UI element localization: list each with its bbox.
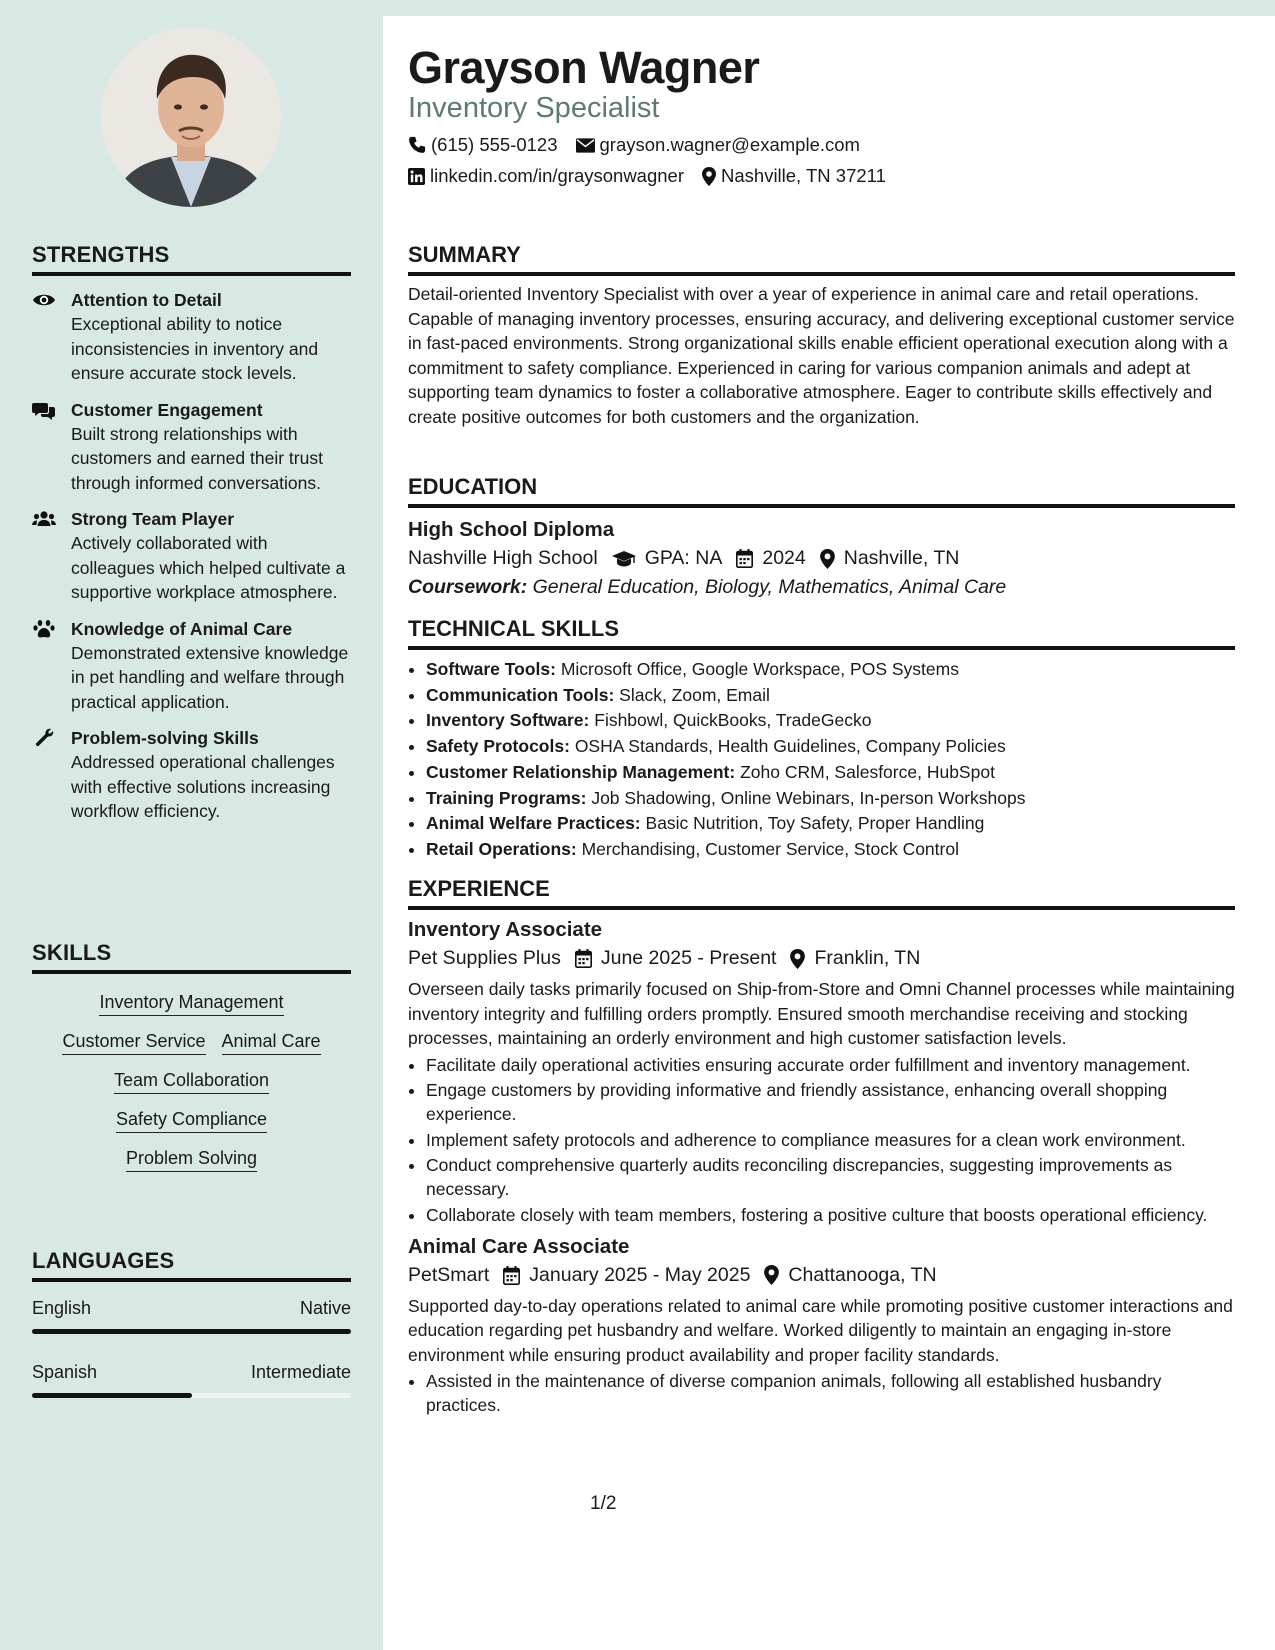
education-title: EDUCATION — [408, 474, 1235, 508]
languages-title: LANGUAGES — [32, 1248, 351, 1282]
skill-value: Basic Nutrition, Toy Safety, Proper Handling — [645, 813, 985, 834]
skill-label: Safety Protocols: — [426, 736, 570, 757]
year-text: 2024 — [762, 547, 806, 569]
list-item: • Assisted in the maintenance of diverse companion animals, following all established husbandry practices. — [426, 1369, 1235, 1417]
summary-text: Detail-oriented Inventory Specialist with over a year of experience in animal care and retail operations. Capable of managing inventory processes, ensuring accuracy, and delivering exceptional customer service in fast-paced environments. Strong organizational skills enable efficient operational execution along with a commitment to safety compliance. Experienced in caring for various companion animals and adept at supporting team dynamics to foster a collaborative atmosphere. Eager to contribute skills effectively and create positive outcomes for both customers and the organization. — [408, 284, 1235, 427]
technical-skills-section — [408, 616, 1235, 864]
skill-value: Merchandising, Customer Service, Stock Control — [581, 838, 959, 859]
coursework-label: Coursework: — [408, 576, 528, 598]
coursework — [408, 576, 1235, 599]
strength-title: Strong Team Player — [71, 509, 235, 529]
experience-section — [408, 876, 1235, 1419]
wrench-icon — [32, 728, 56, 748]
list-item — [426, 658, 1235, 682]
map-pin-icon — [820, 549, 835, 569]
users-icon — [32, 509, 56, 529]
contact-row-1 — [408, 134, 878, 156]
skills-section — [32, 940, 351, 1169]
job-title: Animal Care Associate — [408, 1234, 630, 1258]
language-bar — [32, 1393, 351, 1398]
skill-tag: Safety Compliance — [116, 1109, 267, 1133]
list-item — [426, 812, 1235, 836]
strength-desc: Built strong relationships with customers and earned their trust through informed conversations. — [71, 423, 323, 493]
skill-label: Customer Relationship Management: — [426, 761, 736, 782]
job-location: Chattanooga, TN — [788, 1263, 937, 1286]
skill-label: Communication Tools: — [426, 684, 615, 705]
list-item — [426, 684, 1235, 708]
language-bar-fill — [32, 1329, 351, 1334]
phone-icon — [408, 136, 426, 154]
job-location-meta — [790, 947, 920, 970]
degree-title: High School Diploma — [408, 518, 615, 541]
skill-value: Fishbowl, QuickBooks, TradeGecko — [594, 710, 872, 731]
list-item: • Collaborate closely with team members, fostering a positive culture that boosts operational efficiency. — [426, 1203, 1235, 1227]
language-level: Native — [299, 1298, 351, 1318]
strength-desc: Addressed operational challenges with effective solutions increasing workflow efficiency. — [71, 752, 335, 821]
skill-tag: Animal Care — [222, 1031, 321, 1055]
main-content — [383, 16, 1275, 1650]
profile-photo — [101, 27, 281, 207]
job-dates: January 2025 - May 2025 — [529, 1263, 751, 1286]
list-item: • Conduct comprehensive quarterly audits reconciling discrepancies, suggesting improvements as necessary. — [426, 1153, 1235, 1201]
portrait-illustration — [101, 27, 281, 207]
list-item — [426, 761, 1235, 785]
sidebar — [0, 0, 383, 1650]
map-pin-icon — [764, 1265, 779, 1285]
linkedin-text[interactable]: linkedin.com/in/graysonwagner — [430, 165, 684, 186]
eye-icon — [32, 290, 56, 310]
job-entry — [408, 918, 1235, 1227]
gpa-text: GPA: NA — [644, 547, 723, 569]
contact-row-2 — [408, 165, 904, 187]
summary-title: SUMMARY — [408, 242, 1235, 276]
strength-desc: Demonstrated extensive knowledge in pet handling and welfare through practical application. — [71, 642, 349, 712]
skill-value: Slack, Zoom, Email — [619, 684, 770, 705]
education-section — [408, 474, 1235, 599]
skill-label: Retail Operations: — [426, 838, 577, 859]
technical-skills-list — [408, 658, 1235, 862]
edu-location-text: Nashville, TN — [843, 547, 960, 569]
company-name: Pet Supplies Plus — [408, 947, 561, 969]
email-contact[interactable] — [576, 134, 860, 156]
language-name: English — [32, 1298, 92, 1318]
strength-item — [32, 288, 351, 386]
language-item — [32, 1298, 351, 1334]
job-bullets — [408, 1369, 1235, 1417]
calendar-icon — [575, 949, 592, 968]
strength-item — [32, 398, 351, 496]
technical-skills-title: TECHNICAL SKILLS — [408, 616, 1235, 650]
gpa-meta — [612, 547, 723, 570]
strength-desc: Exceptional ability to notice inconsistencies in inventory and ensure accurate stock levels. — [71, 314, 319, 383]
strength-title: Knowledge of Animal Care — [71, 618, 293, 639]
location-contact — [702, 165, 886, 187]
language-name: Spanish — [32, 1362, 98, 1382]
skills-title: SKILLS — [32, 940, 351, 974]
company-name: PetSmart — [408, 1263, 490, 1286]
job-dates: June 2025 - Present — [600, 947, 777, 969]
job-dates-meta — [575, 947, 777, 970]
skill-value: Job Shadowing, Online Webinars, In-person Workshops — [591, 787, 1026, 808]
envelope-icon — [576, 138, 595, 153]
list-item — [426, 709, 1235, 733]
strength-item — [32, 726, 351, 824]
language-item — [32, 1362, 351, 1398]
year-meta — [736, 547, 805, 570]
comments-icon — [32, 400, 56, 420]
job-location: Franklin, TN — [814, 947, 921, 969]
language-bar — [32, 1329, 351, 1334]
job-meta — [408, 947, 1235, 970]
edu-location-meta — [820, 547, 960, 570]
skill-label: Animal Welfare Practices: — [426, 813, 641, 834]
candidate-role: Inventory Specialist — [408, 92, 660, 124]
skill-tag: Customer Service — [62, 1031, 205, 1055]
strength-title: Problem-solving Skills — [71, 728, 259, 748]
summary-section — [408, 242, 1235, 429]
location-text: Nashville, TN 37211 — [721, 165, 886, 186]
list-item — [426, 787, 1235, 811]
strength-desc: Actively collaborated with colleagues which helped cultivate a supportive workplace atmosphere. — [71, 533, 346, 602]
list-item: • Engage customers by providing informative and friendly assistance, enhancing overall shopping experience. — [426, 1078, 1235, 1126]
skill-tag: Team Collaboration — [114, 1070, 269, 1094]
calendar-icon — [736, 549, 753, 568]
job-summary: Supported day-to-day operations related to animal care while promoting positive customer interactions and education regarding pet husbandry and welfare. Worked diligently to maintain an engaging in-store environment while ensuring product availability and proper facility standards. — [408, 1295, 1233, 1365]
linkedin-contact[interactable] — [408, 165, 684, 187]
school-name: Nashville High School — [408, 547, 598, 569]
phone-contact — [408, 134, 558, 156]
coursework-text: General Education, Biology, Mathematics, Animal Care — [532, 576, 1007, 598]
skill-value: Zoho CRM, Salesforce, HubSpot — [740, 761, 995, 782]
job-meta — [408, 1264, 1235, 1287]
strength-title: Attention to Detail — [71, 290, 222, 310]
paw-icon — [32, 619, 56, 639]
strength-title: Customer Engagement — [71, 399, 263, 420]
list-item: • Facilitate daily operational activities ensuring accurate order fulfillment and inventory management. — [426, 1053, 1235, 1077]
email-text[interactable]: grayson.wagner@example.com — [599, 134, 860, 155]
list-item — [426, 735, 1235, 759]
skills-list — [32, 974, 351, 1169]
job-summary: Overseen daily tasks primarily focused on Ship-from-Store and Omni Channel processes while maintaining inventory integrity and fulfilling orders promptly. Ensured smooth merchandise receiving and stocking processes, maintaining an orderly environment and high customer satisfaction levels. — [408, 979, 1235, 1048]
strengths-title: STRENGTHS — [32, 242, 351, 276]
language-bar-fill — [32, 1393, 192, 1398]
job-title: Inventory Associate — [408, 918, 603, 941]
strengths-section — [32, 242, 351, 824]
skill-label: Software Tools: — [426, 659, 556, 679]
page-number: 1/2 — [590, 1493, 617, 1514]
skill-tag: Problem Solving — [126, 1148, 257, 1172]
job-location-meta — [764, 1264, 936, 1287]
experience-title: EXPERIENCE — [408, 876, 1235, 910]
job-bullets — [408, 1053, 1235, 1227]
strength-item — [32, 617, 351, 715]
language-level: Intermediate — [250, 1362, 351, 1382]
skill-tag: Inventory Management — [99, 992, 283, 1016]
skill-value: OSHA Standards, Health Guidelines, Company Policies — [574, 736, 1006, 757]
list-item: • Implement safety protocols and adherence to compliance measures for a clean work environment. — [426, 1128, 1235, 1152]
candidate-name: Grayson Wagner — [408, 42, 760, 93]
calendar-icon — [503, 1266, 520, 1285]
list-item — [426, 838, 1235, 862]
skill-value: Microsoft Office, Google Workspace, POS Systems — [560, 659, 959, 679]
phone-text: (615) 555-0123 — [431, 134, 558, 155]
languages-section — [32, 1248, 351, 1398]
graduation-cap-icon — [612, 550, 636, 568]
strength-item — [32, 507, 351, 605]
education-meta — [408, 547, 1235, 570]
skill-label: Inventory Software: — [426, 710, 590, 731]
job-entry — [408, 1235, 1235, 1418]
map-pin-icon — [790, 949, 805, 969]
linkedin-icon — [408, 168, 425, 185]
skill-label: Training Programs: — [426, 787, 587, 808]
job-dates-meta — [503, 1264, 750, 1287]
map-pin-icon — [702, 167, 716, 186]
